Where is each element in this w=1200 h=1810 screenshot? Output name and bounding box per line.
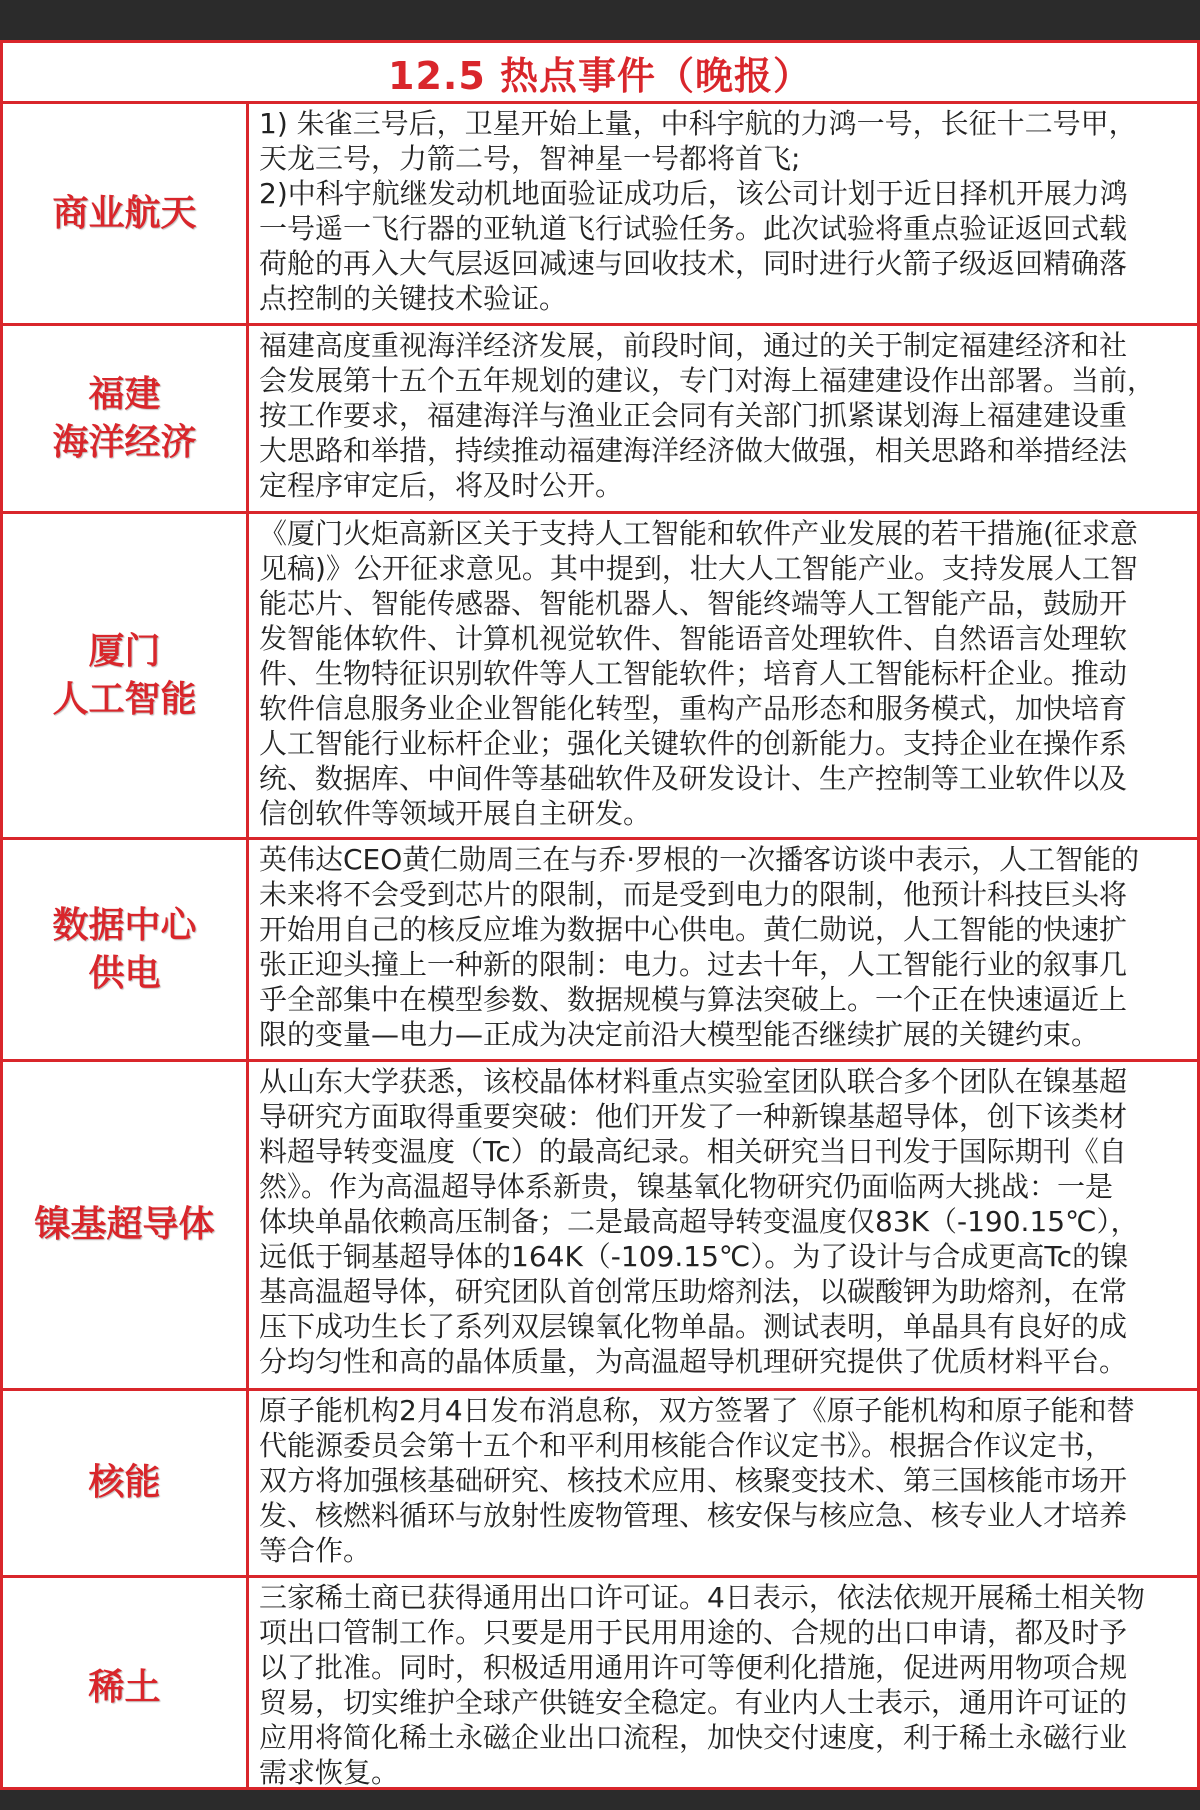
category-label: 稀土 (88, 1667, 161, 1708)
description-line: 件、生物特征识别软件等人工智能软件；培育人工智能标杆企业。推动 (259, 657, 1128, 690)
description-line: 双方将加强核基础研究、核技术应用、核聚变技术、第三国核能市场开 (259, 1464, 1128, 1497)
event-row (3, 1578, 1197, 1798)
event-description (249, 326, 1197, 511)
event-category (3, 1062, 249, 1388)
event-category (3, 1391, 249, 1575)
event-row (3, 514, 1197, 840)
description-line: 应用将简化稀土永磁企业出口流程，加快交付速度，利于稀土永磁行业 (259, 1721, 1128, 1754)
category-label: 海洋经济 (52, 421, 197, 463)
description-line: 开始用自己的核反应堆为数据中心供电。黄仁勋说，人工智能的快速扩 (259, 913, 1128, 946)
description-line: 天龙三号，力箭二号，智神星一号都将首飞; (259, 142, 801, 175)
description-line: 大思路和举措，持续推动福建海洋经济做大做强，相关思路和举措经法 (259, 434, 1128, 467)
event-row (3, 840, 1197, 1062)
description-line: 一号遥一飞行器的亚轨道飞行试验任务。此次试验将重点验证返回式载 (259, 212, 1128, 245)
description-line: 发、核燃料循环与放射性废物管理、核安保与核应急、核专业人才培养 (259, 1499, 1128, 1532)
description-line: 限的变量—电力—正成为决定前沿大模型能否继续扩展的关键约束。 (259, 1018, 1100, 1051)
event-row (3, 104, 1197, 326)
event-category (3, 840, 249, 1059)
description-line: 英伟达CEO黄仁勋周三在与乔·罗根的一次播客访谈中表示，人工智能的 (259, 843, 1140, 876)
event-row (3, 1391, 1197, 1578)
page-title: 12.5 热点事件（晚报） (3, 43, 1197, 104)
description-line: 1) 朱雀三号后，卫星开始上量，中科宇航的力鸿一号，长征十二号甲， (259, 107, 1137, 140)
description-line: 张正迎头撞上一种新的限制：电力。过去十年，人工智能行业的叙事几 (259, 948, 1128, 981)
description-line: 乎全部集中在模型参数、数据规模与算法突破上。一个正在快速逼近上 (259, 983, 1128, 1016)
description-line: 发智能体软件、计算机视觉软件、智能语音处理软件、自然语言处理软 (259, 622, 1128, 655)
description-line: 体块单晶依赖高压制备；二是最高超导转变温度仅83K（-190.15℃）， (259, 1205, 1139, 1238)
description-line: 人工智能行业标杆企业；强化关键软件的创新能力。支持企业在操作系 (259, 727, 1128, 760)
description-line: 料超导转变温度（Tc）的最高纪录。相关研究当日刊发于国际期刊《自 (259, 1135, 1127, 1168)
description-line: 会发展第十五个五年规划的建议，专门对海上福建建设作出部署。当前， (259, 364, 1156, 397)
description-line: 基高温超导体，研究团队首创常压助熔剂法，以碳酸钾为助熔剂，在常 (259, 1275, 1128, 1308)
category-label: 厦门 (88, 630, 161, 672)
description-line: 需求恢复。 (259, 1756, 400, 1789)
hot-events-table (0, 40, 1200, 1790)
description-line: 代能源委员会第十五个和平利用核能合作议定书》。根据合作议定书， (259, 1429, 1114, 1462)
description-line: 贸易，切实维护全球产供链安全稳定。有业内人士表示，通用许可证的 (259, 1686, 1128, 1719)
description-line: 原子能机构2月4日发布消息称，双方签署了《原子能机构和原子能和替 (259, 1394, 1135, 1427)
description-line: 软件信息服务业企业智能化转型，重构产品形态和服务模式，加快培育 (259, 692, 1128, 725)
description-line: 分均匀性和高的晶体质量，为高温超导机理研究提供了优质材料平台。 (259, 1345, 1128, 1378)
description-line: 从山东大学获悉，该校晶体材料重点实验室团队联合多个团队在镍基超 (259, 1065, 1128, 1098)
category-label: 镍基超导体 (34, 1204, 215, 1245)
description-line: 远低于铜基超导体的164K（-109.15℃）。为了设计与合成更高Tc的镍 (259, 1240, 1129, 1273)
event-row (3, 326, 1197, 514)
description-line: 能芯片、智能传感器、智能机器人、智能终端等人工智能产品，鼓励开 (259, 587, 1128, 620)
description-line: 压下成功生长了系列双层镍氧化物单晶。测试表明，单晶具有良好的成 (259, 1310, 1128, 1343)
event-description (249, 1062, 1197, 1388)
category-label: 人工智能 (52, 678, 197, 720)
description-line: 《厦门火炬高新区关于支持人工智能和软件产业发展的若干措施(征求意 (259, 517, 1138, 550)
event-row (3, 1062, 1197, 1391)
description-line: 见稿)》公开征求意见。其中提到，壮大人工智能产业。支持发展人工智 (259, 552, 1138, 585)
description-line: 未来将不会受到芯片的限制，而是受到电力的限制，他预计科技巨头将 (259, 878, 1128, 911)
description-line: 信创软件等领域开展自主研发。 (259, 797, 652, 830)
bottom-bar (0, 1790, 1200, 1810)
description-line: 2)中科宇航继发动机地面验证成功后，该公司计划于近日择机开展力鸿 (259, 177, 1128, 210)
event-description (249, 104, 1197, 323)
description-line: 福建高度重视海洋经济发展，前段时间，通过的关于制定福建经济和社 (259, 329, 1128, 362)
description-line: 统、数据库、中间件等基础软件及研发设计、生产控制等工业软件以及 (259, 762, 1128, 795)
description-line: 等合作。 (259, 1534, 372, 1567)
description-line: 然》。作为高温超导体系新贵，镍基氧化物研究仍面临两大挑战：一是 (259, 1170, 1114, 1203)
category-label: 数据中心 (52, 904, 197, 946)
event-category (3, 326, 249, 511)
event-description (249, 1578, 1197, 1798)
event-description (249, 514, 1197, 837)
event-category (3, 104, 249, 323)
category-label: 福建 (88, 373, 161, 415)
category-label: 供电 (88, 952, 161, 994)
event-category (3, 1578, 249, 1798)
description-line: 荷舱的再入大气层返回减速与回收技术，同时进行火箭子级返回精确落 (259, 247, 1128, 280)
description-line: 项出口管制工作。只要是用于民用用途的、合规的出口申请，都及时予 (259, 1616, 1128, 1649)
event-category (3, 514, 249, 837)
description-line: 导研究方面取得重要突破：他们开发了一种新镍基超导体，创下该类材 (259, 1100, 1128, 1133)
event-description (249, 1391, 1197, 1575)
description-line: 以了批准。同时，积极适用通用许可等便利化措施，促进两用物项合规 (259, 1651, 1128, 1684)
description-line: 三家稀土商已获得通用出口许可证。4日表示，依法依规开展稀土相关物 (259, 1581, 1145, 1614)
description-line: 定程序审定后，将及时公开。 (259, 469, 624, 502)
category-label: 核能 (88, 1462, 161, 1503)
category-label: 商业航天 (52, 192, 197, 234)
description-line: 点控制的关键技术验证。 (259, 282, 568, 315)
event-description (249, 840, 1197, 1059)
rows-container (3, 104, 1197, 1798)
description-line: 按工作要求，福建海洋与渔业正会同有关部门抓紧谋划海上福建建设重 (259, 399, 1128, 432)
